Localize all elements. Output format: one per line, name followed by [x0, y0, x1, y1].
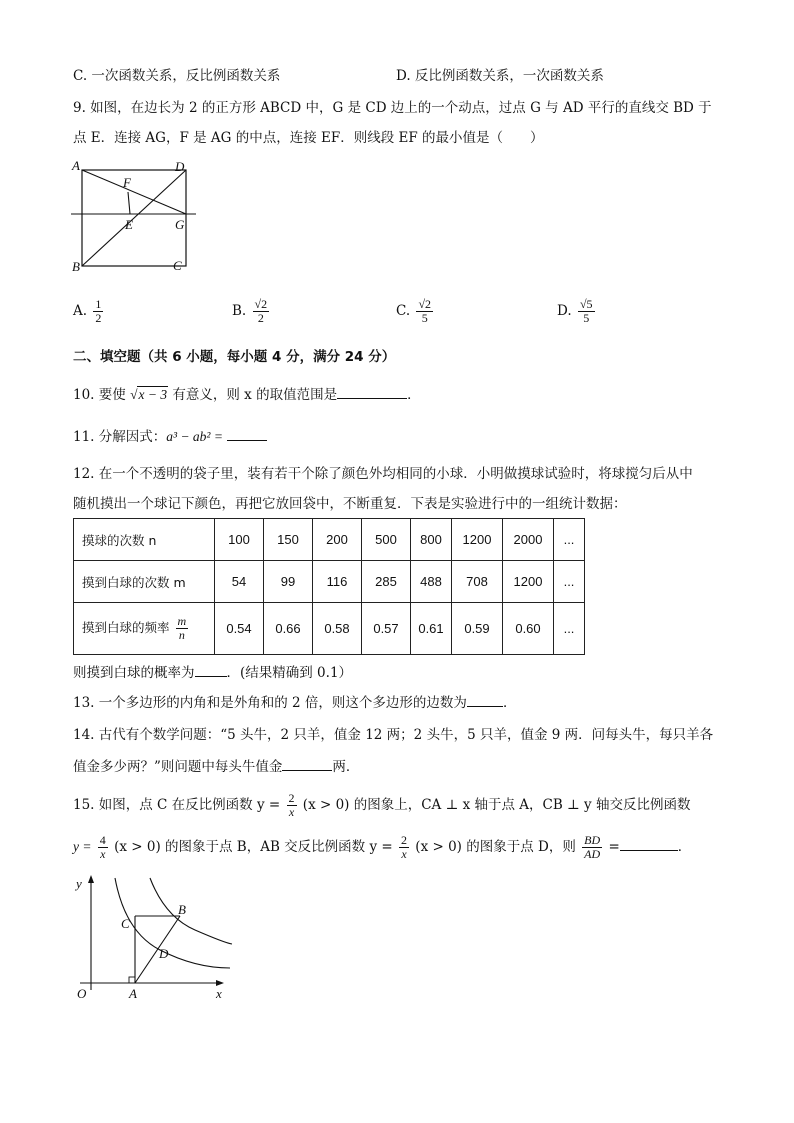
q8-option-d: D. 反比例函数关系，一次函数关系: [396, 68, 604, 84]
table-cell: 708: [452, 561, 503, 603]
table-cell: 0.59: [452, 603, 503, 655]
curve-y-4-over-x: [150, 878, 232, 944]
q13-text: 13. 一个多边形的内角和是外角和的 2 倍，则这个多边形的边数为 ．: [73, 695, 517, 711]
segment-ef: [128, 192, 130, 214]
q12-answer-line: 则摸到白球的概率为 ．(结果精确到 0.1）: [73, 665, 353, 681]
table-cell: 0.61: [411, 603, 452, 655]
table-cell: 100: [215, 519, 264, 561]
table-cell: ...: [554, 561, 585, 603]
table-row: [74, 519, 585, 561]
section-title: 二、填空题（共 6 小题，每小题 4 分，满分 24 分）: [73, 349, 396, 365]
table-cell: 54: [215, 561, 264, 603]
label-e: E: [125, 217, 133, 232]
table-cell: 0.60: [503, 603, 554, 655]
diagonal-bd: [82, 170, 186, 266]
q9-square-figure: [66, 156, 206, 276]
label-a: A: [72, 158, 80, 173]
table-cell: 0.58: [313, 603, 362, 655]
label-d: D: [159, 946, 169, 961]
q9-option-a: A. $\frac{1}{2}$: [73, 297, 102, 325]
label-x: x: [216, 986, 222, 1001]
table-cell: 0.54: [215, 603, 264, 655]
table-row: [74, 561, 585, 603]
row-label: 摸到白球的频率 $\frac{m}{n}$: [74, 603, 215, 655]
label-c: C: [121, 916, 130, 931]
label-y: y: [76, 876, 82, 891]
label-f: F: [123, 175, 131, 190]
stats-table: [73, 518, 585, 655]
row-label: 摸球的次数 n: [74, 519, 215, 561]
q14-text-line2: 值金多少两？”则问题中每头牛值金 两．: [73, 759, 360, 775]
q14-text-line1: 14. 古代有个数学问题：“5 头牛，2 只羊，值金 12 两；2 头牛，5 只羊，值金 9 两．问每头牛，每只羊各: [73, 727, 714, 743]
q15-graph-figure: [70, 872, 235, 1004]
table-cell: 116: [313, 561, 362, 603]
table-cell: 0.57: [362, 603, 411, 655]
table-cell: 0.66: [264, 603, 313, 655]
q12-text-line2: 随机摸出一个球记下颜色，再把它放回袋中，不断重复．下表是实验进行中的一组统计数据：: [73, 496, 627, 512]
table-cell: 1200: [503, 561, 554, 603]
right-angle-mark: [129, 977, 135, 983]
q15-text-line1: 15. 如图，点 C 在反比例函数 y = $\frac{2}{x}$ (x > 0) 的图象上，CA ⊥ x 轴于点 A，CB ⊥ y 轴交反比例函数: [73, 791, 691, 819]
q9-option-c: C. $\frac{√2}{5}$: [396, 297, 432, 325]
table-cell: 2000: [503, 519, 554, 561]
q8-option-c: C. 一次函数关系，反比例函数关系: [73, 68, 281, 84]
q15-text-line2: y = $\frac{4}{x}$ (x > 0) 的图象于点 B，AB 交反比例函数 y = $\frac{2}{x}$ (x > 0) 的图象于点 D，则 $\frac{BD}{AD}$ = ．: [73, 833, 692, 861]
label-a: A: [129, 986, 137, 1001]
table-cell: 150: [264, 519, 313, 561]
q9-option-b: B. $\frac{√2}{2}$: [232, 297, 268, 325]
segment-ag: [82, 170, 186, 214]
q9-option-d: D. $\frac{√5}{5}$: [557, 297, 593, 325]
label-b: B: [178, 902, 186, 917]
table-cell: 285: [362, 561, 411, 603]
q10-text: 10. 要使 √x − 3 有意义，则 x 的取值范围是 ．: [73, 387, 421, 403]
table-cell: 200: [313, 519, 362, 561]
table-cell: 1200: [452, 519, 503, 561]
table-cell: 800: [411, 519, 452, 561]
curve-y-2-over-x: [115, 878, 230, 968]
table-cell: 99: [264, 561, 313, 603]
q9-text-line2: 点 E．连接 AG，F 是 AG 的中点，连接 EF．则线段 EF 的最小值是（ ）: [73, 130, 544, 146]
label-g: G: [175, 217, 185, 232]
label-d: D: [175, 159, 185, 174]
table-cell: 488: [411, 561, 452, 603]
q9-text-line1: 9. 如图，在边长为 2 的正方形 ABCD 中，G 是 CD 边上的一个动点，过点 G 与 AD 平行的直线交 BD 于: [73, 100, 712, 116]
row-label: 摸到白球的次数 m: [74, 561, 215, 603]
table-cell: ...: [554, 519, 585, 561]
table-cell: 500: [362, 519, 411, 561]
table-cell: ...: [554, 603, 585, 655]
q12-text-line1: 12. 在一个不透明的袋子里，装有若干个除了颜色外均相同的小球．小明做摸球试验时，将球搅匀后从中: [73, 466, 693, 482]
q11-text: 11. 分解因式：a³ − ab² =: [73, 427, 267, 447]
y-axis-arrow: [88, 875, 94, 883]
label-c: C: [173, 258, 182, 273]
segment-ab: [135, 916, 180, 983]
table-row: [74, 603, 585, 655]
label-o: O: [77, 986, 87, 1001]
label-b: B: [72, 259, 80, 274]
